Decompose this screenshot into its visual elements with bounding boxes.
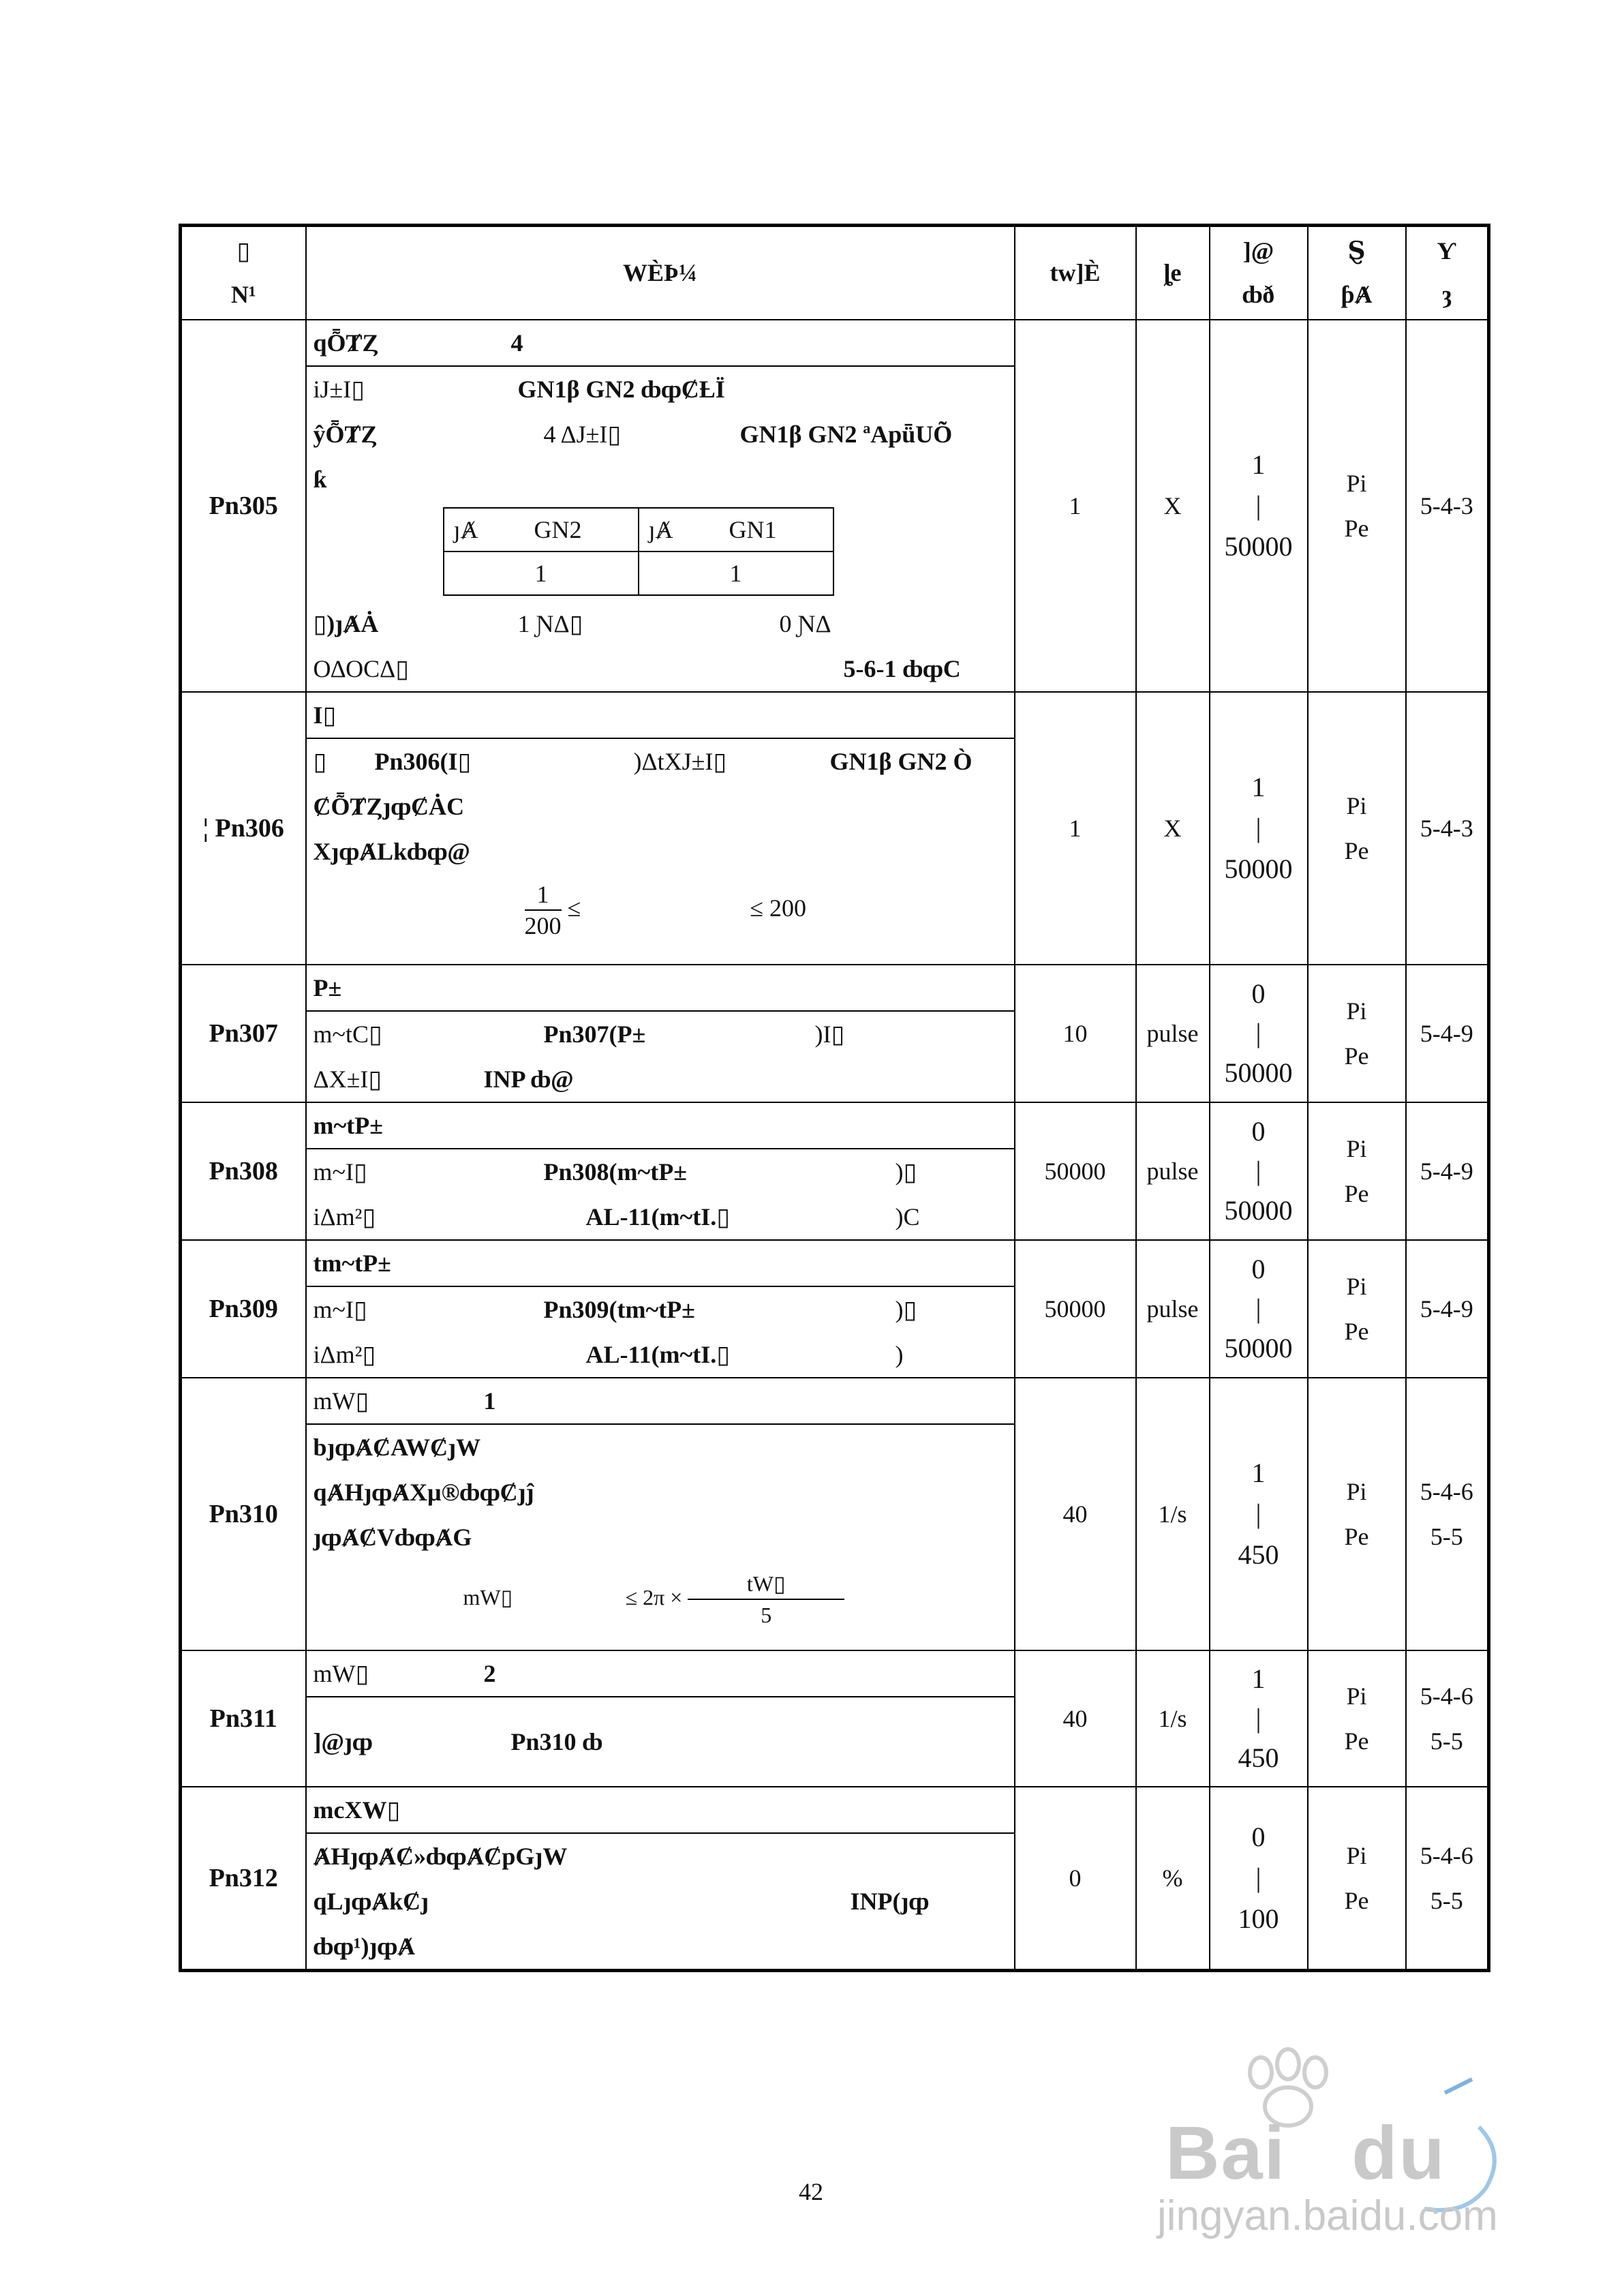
param-description: P± m~tC▯ Pn307(P± )Ι▯ ΔΧ±I▯ INP ȸ@ [306, 965, 1015, 1102]
param-title: mW▯ 2 [307, 1651, 1014, 1697]
param-default: 40 [1015, 1650, 1136, 1787]
param-default: 1 [1015, 692, 1136, 965]
param-reference: 5-4-9 [1406, 1240, 1489, 1378]
param-reference: 5-4-3 [1406, 320, 1489, 692]
param-default: 10 [1015, 965, 1136, 1102]
param-code: ¦ Pn306 [181, 692, 306, 965]
watermark-url: jingyan.baidu.com [1157, 2192, 1498, 2239]
table-row [181, 1650, 1489, 1787]
baidu-jingyan-watermark [1124, 2045, 1547, 2250]
header-code: ▯ N¹ [181, 226, 306, 320]
param-range: 0 | 50000 [1210, 965, 1308, 1102]
param-description: qȬȾȤ 4 iJ±I▯ GN1β GN2 ȸȹȻȽÏ ŷȬȾȤ 4 ΔJ±I▯ GN1β GN2 ªApǖUÕ ƙ ȷȺ GN2 ȷȺ GN1 1 1 ▯)ȷȺȦ 1 ƝΔ▯ 0 ƝΔ ΟΔΟCΔ▯ 5-6-1 ȸȹC [306, 320, 1015, 692]
param-title: tm~tP± [307, 1241, 1014, 1287]
table-row [181, 1102, 1489, 1240]
param-title: Ι▯ [307, 693, 1014, 739]
gear-ratio-subtable: ȷȺ GN2 ȷȺ GN1 1 1 [443, 507, 834, 596]
table-row [181, 1240, 1489, 1378]
table-row [181, 692, 1489, 965]
param-unit: 1/s [1136, 1378, 1210, 1650]
param-reference: 5-4-6 5-5 [1406, 1378, 1489, 1650]
param-code: Pn308 [181, 1102, 306, 1240]
param-reference: 5-4-3 [1406, 692, 1489, 965]
param-unit: % [1136, 1787, 1210, 1971]
param-reference: 5-4-9 [1406, 965, 1489, 1102]
param-default: 1 [1015, 320, 1136, 692]
param-reference: 5-4-6 5-5 [1406, 1650, 1489, 1787]
param-title: m~tP± [307, 1103, 1014, 1149]
watermark-brand: Bai du [1165, 2111, 1446, 2195]
header-range: ]@ ȸð [1210, 226, 1308, 320]
param-unit: X [1136, 320, 1210, 692]
param-range: 1 | 50000 [1210, 320, 1308, 692]
table-row [181, 965, 1489, 1102]
header-default: tw]È [1015, 226, 1136, 320]
param-code: Pn311 [181, 1650, 306, 1787]
parameter-table [179, 224, 1490, 1972]
param-code: Pn309 [181, 1240, 306, 1378]
param-description: mcXW▯ ȺHȷȹȺȻ»ȸȹȺȻpGȷW qLȷȹȺkȻȷ INP(ȷȹ ȸȹ¹)ȷȹȺ [306, 1787, 1015, 1971]
param-mode: Pi Pe [1308, 1787, 1406, 1971]
param-unit: 1/s [1136, 1650, 1210, 1787]
param-mode: Pi Pe [1308, 965, 1406, 1102]
param-range: 0 | 100 [1210, 1787, 1308, 1971]
page-number: 42 [799, 2178, 823, 2205]
header-description: WÈÞ¼ [306, 226, 1015, 320]
param-unit: X [1136, 692, 1210, 965]
header-reference: Ƴ ȝ [1406, 226, 1489, 320]
param-default: 40 [1015, 1378, 1136, 1650]
param-title: mcXW▯ [307, 1787, 1014, 1834]
param-mode: Pi Pe [1308, 1102, 1406, 1240]
param-range: 0 | 50000 [1210, 1240, 1308, 1378]
param-code: Pn310 [181, 1378, 306, 1650]
param-default: 50000 [1015, 1240, 1136, 1378]
table-row [181, 320, 1489, 692]
param-description: mW▯ 1 bȷȹȺȻAWȻȷW qȺHȷȹȺXμ®ȸȹȻȷĵ ȷȹȺȻVȸȹȺG mW▯ ≤ 2π × $\frac{tW▯}{5}$ [306, 1378, 1015, 1650]
table-row [181, 1378, 1489, 1650]
param-description: tm~tP± m~I▯ Pn309(tm~tP± )▯ iΔm²▯ AL-11(m~tI.▯ ) [306, 1240, 1015, 1378]
bandwidth-formula: mW▯ ≤ 2π × $\frac{tW▯}{5}$ [307, 1560, 1014, 1635]
param-reference: 5-4-6 5-5 [1406, 1787, 1489, 1971]
param-description: Ι▯ ▯ Pn306(Ι▯ )ΔtΧJ±I▯ GN1β GN2 Ò ȻȬȾȤȷȹȻȦC ΧȷȹȺLkȸȹ@ $\frac{1}{200}$ ≤ ≤ 200 [306, 692, 1015, 965]
header-row [181, 226, 1489, 320]
ratio-formula: $\frac{1}{200}$ ≤ ≤ 200 [524, 881, 807, 940]
param-range: 0 | 50000 [1210, 1102, 1308, 1240]
param-default: 50000 [1015, 1102, 1136, 1240]
param-unit: pulse [1136, 1240, 1210, 1378]
param-mode: Pi Pe [1308, 1378, 1406, 1650]
param-title: mW▯ 1 [307, 1378, 1014, 1425]
param-description: m~tP± m~I▯ Pn308(m~tP± )▯ iΔm²▯ AL-11(m~tI.▯ )C [306, 1102, 1015, 1240]
param-mode: Pi Pe [1308, 692, 1406, 965]
param-mode: Pi Pe [1308, 1650, 1406, 1787]
param-title: P± [307, 965, 1014, 1012]
param-default: 0 [1015, 1787, 1136, 1971]
header-mode: Ȿ ƥȺ [1308, 226, 1406, 320]
param-range: 1 | 450 [1210, 1650, 1308, 1787]
param-mode: Pi Pe [1308, 320, 1406, 692]
param-code: Pn305 [181, 320, 306, 692]
param-unit: pulse [1136, 1102, 1210, 1240]
param-unit: pulse [1136, 965, 1210, 1102]
param-code: Pn307 [181, 965, 306, 1102]
param-mode: Pi Pe [1308, 1240, 1406, 1378]
param-title: qȬȾȤ 4 [307, 320, 1014, 367]
param-description: mW▯ 2 ]@ȷȹ Pn310 ȸ [306, 1650, 1015, 1787]
param-code: Pn312 [181, 1787, 306, 1971]
param-reference: 5-4-9 [1406, 1102, 1489, 1240]
table-row [181, 1787, 1489, 1971]
param-range: 1 | 50000 [1210, 692, 1308, 965]
header-unit: ȴe [1136, 226, 1210, 320]
param-range: 1 | 450 [1210, 1378, 1308, 1650]
